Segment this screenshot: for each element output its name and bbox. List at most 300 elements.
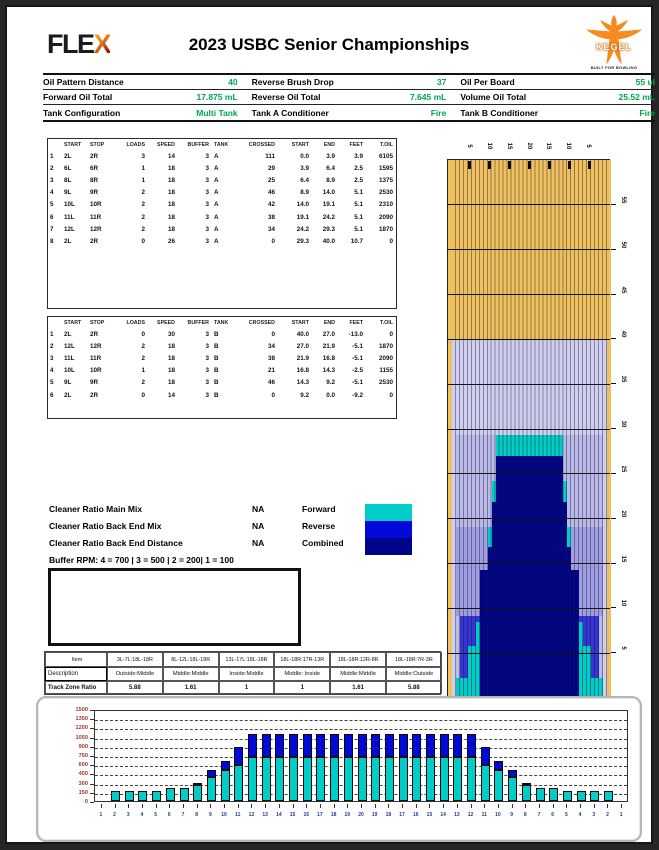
- forward-table-cell: A: [214, 237, 219, 245]
- reverse-table-cell: 3: [205, 367, 209, 375]
- forward-table-header-cell: BUFFER: [187, 141, 209, 148]
- forward-table-cell: 5: [50, 201, 54, 209]
- chart-bar-forward-segment: [125, 791, 134, 801]
- cleaner-ratio-main-mix-label: Cleaner Ratio Main Mix: [49, 504, 143, 514]
- track-header-cell: 18L-18R:7R-3R: [386, 652, 442, 667]
- chart-bar-forward-segment: [440, 757, 449, 801]
- chart-bar-reverse-segment: [275, 734, 284, 758]
- reverse-table-cell: 2L: [64, 330, 72, 338]
- forward-table-cell: 9L: [64, 189, 72, 197]
- reverse-table-cell: 2R: [90, 391, 99, 399]
- lane-distance-label: 10: [620, 599, 626, 607]
- track-ratio-cell: Track Zone Ratio: [45, 681, 107, 694]
- track-description-cell: Middle:Middle: [330, 667, 386, 681]
- chart-y-tick: [90, 728, 94, 729]
- lane-distance-line: [447, 473, 610, 474]
- chart-x-tick-label: 10: [495, 812, 501, 818]
- chart-x-tick-label: 20: [358, 812, 364, 818]
- reverse-table-cell: 0: [141, 391, 145, 399]
- track-header-cell: 3L-7L:18L-18R: [107, 652, 163, 667]
- chart-y-tick: [90, 738, 94, 739]
- chart-x-tick: [539, 804, 540, 808]
- chart-bar: [536, 788, 545, 801]
- chart-x-tick-label: 18: [330, 812, 337, 818]
- forward-table-cell: 3: [205, 213, 209, 221]
- chart-x-tick-label: 10: [221, 812, 227, 818]
- chart-y-tick-label: 450: [78, 771, 88, 778]
- chart-bar-reverse-segment: [262, 734, 271, 758]
- info-value: 37: [436, 77, 447, 87]
- chart-bar-reverse-segment: [248, 734, 257, 758]
- track-header-cell: Item: [45, 652, 107, 667]
- chart-bar: [180, 788, 189, 801]
- reverse-table-cell: 9.2: [326, 379, 335, 387]
- info-value: 17.875 mL: [196, 92, 238, 102]
- forward-table-row: [48, 235, 396, 247]
- chart-y-tick: [90, 793, 94, 794]
- forward-table-cell: 2R: [90, 237, 99, 245]
- forward-table-cell: 2R: [90, 152, 99, 160]
- forward-table-row: [48, 150, 396, 162]
- reverse-table-cell: -9.2: [352, 391, 363, 399]
- lane-board-label: 15: [505, 142, 512, 150]
- reverse-table-cell: 3: [205, 391, 209, 399]
- chart-x-tick-label: 12: [467, 812, 474, 818]
- chart-bar: [289, 734, 298, 801]
- forward-table-cell: 6: [50, 213, 54, 221]
- forward-table-cell: A: [214, 225, 219, 233]
- chart-bar: [371, 734, 380, 801]
- forward-table-cell: 5.1: [354, 189, 363, 197]
- forward-table-cell: 12R: [90, 225, 102, 233]
- chart-x-tick-label: 14: [276, 812, 282, 818]
- info-value: 7.645 mL: [409, 92, 447, 102]
- chart-bar: [549, 788, 558, 801]
- oil-legend-swatches: [365, 504, 412, 555]
- forward-table-cell: 2: [50, 164, 54, 172]
- chart-x-tick-label: 16: [412, 812, 419, 818]
- chart-bar-forward-segment: [577, 791, 586, 801]
- chart-bar-reverse-segment: [358, 734, 367, 758]
- lane-distance-tick: [611, 518, 616, 519]
- forward-table-header-cell: CROSSED: [248, 141, 275, 148]
- track-description-cell: Inside:Middle: [219, 667, 275, 681]
- chart-bar-forward-segment: [371, 757, 380, 801]
- chart-bar-forward-segment: [508, 777, 517, 801]
- reverse-table-cell: 2L: [64, 391, 72, 399]
- chart-bar: [125, 791, 134, 801]
- chart-x-tick: [142, 804, 143, 808]
- track-description-cell: Middle: Inside: [274, 667, 330, 681]
- forward-table-cell: 18: [167, 213, 175, 221]
- lane-board-tick: [588, 161, 591, 169]
- reverse-table-cell: 14.3: [322, 367, 335, 375]
- reverse-table-cell: 9L: [64, 379, 72, 387]
- reverse-table-cell: 0: [271, 391, 275, 399]
- lane-distance-label: 5: [620, 646, 626, 650]
- chart-bar: [385, 734, 394, 801]
- reverse-table-header-cell: TANK: [214, 319, 229, 326]
- chart-bar: [412, 734, 421, 801]
- chart-y-tick: [90, 747, 94, 748]
- reverse-table-cell: 18: [167, 379, 175, 387]
- chart-bar-forward-segment: [358, 757, 367, 801]
- forward-table-cell: 5.1: [354, 225, 363, 233]
- chart-y-tick-label: 150: [78, 789, 88, 796]
- chart-bar-reverse-segment: [344, 734, 353, 758]
- chart-bar-forward-segment: [152, 791, 161, 801]
- forward-table-cell: 18: [167, 189, 175, 197]
- forward-table-cell: A: [214, 201, 219, 209]
- lane-distance-tick: [611, 652, 616, 653]
- chart-y-tick: [90, 784, 94, 785]
- chart-bar: [467, 734, 476, 801]
- chart-bar: [494, 761, 503, 801]
- info-label: Tank Configuration: [43, 107, 121, 118]
- forward-table-cell: 9R: [90, 189, 99, 197]
- notes-box: [48, 568, 301, 646]
- chart-x-tick-label: 1: [619, 812, 623, 818]
- reverse-table-header-cell: BUFFER: [187, 319, 209, 326]
- chart-bar-reverse-segment: [385, 734, 394, 758]
- forward-table-cell: 14.0: [296, 201, 309, 209]
- chart-x-tick: [525, 804, 526, 808]
- legend-swatch-combined: [365, 538, 412, 555]
- chart-bar-reverse-segment: [289, 734, 298, 758]
- cleaner-ratio-main-mix-value: NA: [252, 504, 265, 514]
- forward-table-cell: 34: [267, 225, 275, 233]
- reverse-table-cell: 2: [141, 354, 145, 362]
- forward-table-cell: 3: [141, 152, 145, 160]
- forward-table-cell: 6R: [90, 164, 99, 172]
- forward-table-cell: 46: [267, 189, 275, 197]
- chart-x-tick: [251, 804, 252, 808]
- info-cell: [252, 90, 447, 104]
- chart-x-tick-label: 15: [426, 812, 433, 818]
- legend-reverse-label: Reverse: [302, 521, 336, 531]
- lane-distance-tick: [611, 563, 616, 564]
- reverse-table-cell: -5.1: [352, 342, 363, 350]
- forward-table-header-cell: END: [323, 141, 335, 148]
- reverse-table-cell: 34: [267, 342, 275, 350]
- track-ratio-cell: 1: [274, 681, 330, 694]
- chart-x-tick-label: 5: [564, 812, 568, 818]
- forward-table-cell: 0: [271, 237, 275, 245]
- chart-bar: [577, 791, 586, 801]
- forward-table-cell: 29.3: [296, 237, 309, 245]
- forward-table-cell: 18: [167, 164, 175, 172]
- chart-x-tick-label: 9: [510, 812, 513, 818]
- chart-x-tick: [115, 804, 116, 808]
- forward-table-cell: 42: [267, 201, 275, 209]
- chart-y-tick-label: 600: [78, 762, 88, 769]
- forward-table-cell: 6105: [378, 152, 393, 160]
- reverse-table-row: [48, 328, 396, 340]
- chart-bar-forward-segment: [207, 777, 216, 801]
- forward-table-cell: 5.1: [354, 213, 363, 221]
- chart-bar-reverse-segment: [221, 761, 230, 771]
- chart-x-tick: [306, 804, 307, 808]
- chart-bar-forward-segment: [467, 757, 476, 801]
- forward-table-cell: 7: [50, 225, 54, 233]
- reverse-table-row: [48, 365, 396, 377]
- forward-table-cell: 8: [50, 237, 54, 245]
- reverse-table-cell: 2R: [90, 330, 99, 338]
- chart-x-tick: [334, 804, 335, 808]
- chart-bar-reverse-segment: [207, 770, 216, 777]
- forward-table-cell: 2: [141, 213, 145, 221]
- info-label: Volume Oil Total: [460, 92, 527, 102]
- chart-bar-forward-segment: [590, 791, 599, 801]
- lane-distance-label: 15: [620, 555, 626, 562]
- pattern-sheet-page: [5, 5, 653, 844]
- track-ratio-cell: 1.61: [163, 681, 219, 694]
- chart-bar-forward-segment: [275, 757, 284, 801]
- reverse-table-cell: 6: [50, 391, 54, 399]
- forward-table-row: [48, 223, 396, 235]
- lane-distance-line: [447, 608, 610, 609]
- forward-table-cell: 2L: [64, 237, 72, 245]
- chart-bar-forward-segment: [426, 757, 435, 801]
- chart-x-tick: [443, 804, 444, 808]
- lane-board-tick: [508, 161, 511, 169]
- chart-y-tick: [90, 765, 94, 766]
- lane-distance-label: 30: [620, 420, 626, 428]
- lane-board-label: 20: [525, 142, 532, 150]
- chart-x-tick: [183, 804, 184, 808]
- reverse-table-header-cell: FEET: [349, 319, 363, 326]
- lane-distance-label: 35: [620, 375, 626, 383]
- chart-bar: [316, 734, 325, 801]
- chart-bar-reverse-segment: [399, 734, 408, 758]
- lane-board-label: 10: [565, 142, 572, 150]
- forward-table-header-cell: START: [291, 141, 309, 148]
- forward-table-cell: 1870: [378, 225, 393, 233]
- reverse-table-cell: 10R: [90, 367, 102, 375]
- info-row: [43, 75, 655, 90]
- track-ratio-cell: 5.88: [107, 681, 163, 694]
- info-cell: [43, 105, 238, 120]
- chart-bar-forward-segment: [344, 757, 353, 801]
- reverse-table-cell: -5.1: [352, 379, 363, 387]
- reverse-table-cell: B: [214, 342, 219, 350]
- forward-table-cell: 3: [205, 201, 209, 209]
- info-value: 25.52 mL: [618, 92, 655, 102]
- chart-x-tick-label: 11: [481, 812, 487, 818]
- reverse-table-header-cell: END: [323, 319, 335, 326]
- reverse-table-row: [48, 377, 396, 389]
- chart-x-tick: [169, 804, 170, 808]
- info-value: Fire: [639, 107, 655, 118]
- chart-y-tick: [90, 756, 94, 757]
- forward-table-cell: 3: [205, 237, 209, 245]
- forward-table-cell: A: [214, 164, 219, 172]
- chart-x-tick: [566, 804, 567, 808]
- chart-y-tick: [90, 710, 94, 711]
- forward-table-cell: 3: [205, 164, 209, 172]
- chart-x-tick: [580, 804, 581, 808]
- chart-bar: [481, 747, 490, 801]
- chart-bar: [563, 791, 572, 801]
- info-cell: [460, 75, 655, 89]
- forward-table-cell: 8R: [90, 176, 99, 184]
- forward-table-row: [48, 174, 396, 186]
- chart-bar-forward-segment: [262, 757, 271, 801]
- forward-table-cell: 8.9: [326, 176, 335, 184]
- reverse-table-cell: 0: [389, 330, 393, 338]
- lane-distance-tick: [611, 204, 616, 205]
- lane-distance-line: [447, 518, 610, 519]
- forward-table-cell: 2: [141, 189, 145, 197]
- reverse-table-cell: 2: [141, 342, 145, 350]
- forward-table-header-cell: START: [64, 141, 82, 148]
- buffer-rpm-note: Buffer RPM: 4 = 700 | 3 = 500 | 2 = 200| 1 = 100: [49, 555, 234, 565]
- chart-bar: [344, 734, 353, 801]
- chart-x-tick: [320, 804, 321, 808]
- legend-swatch-reverse: [365, 521, 412, 538]
- chart-bar-forward-segment: [522, 785, 531, 801]
- lane-board-label: 5: [585, 144, 592, 148]
- forward-table-cell: 2530: [378, 189, 393, 197]
- forward-table-cell: A: [214, 189, 219, 197]
- chart-x-tick-label: 16: [303, 812, 309, 818]
- chart-x-tick: [429, 804, 430, 808]
- lane-distance-line: [447, 339, 610, 340]
- forward-table-cell: 1375: [378, 176, 393, 184]
- reverse-table-cell: 11L: [64, 354, 75, 362]
- forward-table-cell: 1: [141, 164, 145, 172]
- chart-bar-reverse-segment: [481, 747, 490, 764]
- chart-bar-forward-segment: [221, 770, 230, 801]
- forward-table-cell: 3: [205, 152, 209, 160]
- reverse-table-cell: 21.9: [296, 354, 309, 362]
- reverse-table-cell: 12R: [90, 342, 102, 350]
- reverse-table-row: [48, 389, 396, 401]
- forward-table-cell: 14.0: [322, 189, 335, 197]
- chart-x-tick-label: 8: [523, 812, 527, 818]
- chart-bar-reverse-segment: [412, 734, 421, 758]
- chart-bar: [262, 734, 271, 801]
- chart-bar: [207, 770, 216, 801]
- oil-distribution-chart-panel: [36, 696, 642, 842]
- reverse-table-cell: 0: [141, 330, 145, 338]
- chart-bar-reverse-segment: [440, 734, 449, 758]
- reverse-table-cell: 40.0: [296, 330, 309, 338]
- chart-bar-reverse-segment: [494, 761, 503, 771]
- reverse-table-cell: -2.5: [352, 367, 363, 375]
- lane-distance-tick: [611, 428, 616, 429]
- reverse-table-cell: 3: [50, 354, 54, 362]
- chart-bar-reverse-segment: [330, 734, 339, 758]
- forward-table-cell: 6.4: [326, 164, 335, 172]
- chart-x-tick: [347, 804, 348, 808]
- chart-bar: [399, 734, 408, 801]
- lane-board-tick: [568, 161, 571, 169]
- reverse-table-cell: 1: [50, 330, 54, 338]
- forward-table-cell: 8L: [64, 176, 72, 184]
- forward-table-cell: 10R: [90, 201, 102, 209]
- reverse-table-cell: 21.9: [322, 342, 335, 350]
- track-ratio-cell: 5.88: [386, 681, 442, 694]
- lane-board-tick: [488, 161, 491, 169]
- reverse-table-cell: B: [214, 379, 219, 387]
- reverse-loads-table: [47, 316, 397, 419]
- info-value: 55 ul: [635, 77, 655, 87]
- flex-logo-black: FLE: [47, 29, 94, 59]
- track-ratio-cell: 1.61: [330, 681, 386, 694]
- chart-bar: [330, 734, 339, 801]
- forward-table-row: [48, 199, 396, 211]
- chart-x-tick: [457, 804, 458, 808]
- flex-logo-x: X: [93, 29, 111, 59]
- lane-surface: [447, 159, 610, 697]
- chart-bar-forward-segment: [536, 788, 545, 801]
- chart-x-tick-label: 14: [440, 812, 446, 818]
- forward-table-header-cell: TANK: [214, 141, 229, 148]
- lane-board-tick: [468, 161, 471, 169]
- chart-bar: [358, 734, 367, 801]
- cleaner-ratio-main-mix-row: [49, 504, 379, 521]
- chart-bar-reverse-segment: [316, 734, 325, 758]
- reverse-table-cell: 38: [267, 354, 275, 362]
- chart-x-tick-label: 3: [126, 812, 130, 818]
- forward-table-cell: 1: [141, 176, 145, 184]
- chart-x-tick: [471, 804, 472, 808]
- forward-table-cell: 6L: [64, 164, 72, 172]
- chart-bar: [234, 747, 243, 801]
- reverse-table-cell: 0.0: [326, 391, 335, 399]
- forward-table-header-cell: FEET: [349, 141, 363, 148]
- reverse-table-cell: 27.0: [296, 342, 309, 350]
- lane-distance-line: [447, 563, 610, 564]
- chart-bar-forward-segment: [399, 757, 408, 801]
- chart-y-tick-label: 300: [78, 780, 88, 787]
- forward-table-cell: 11R: [90, 213, 102, 221]
- chart-x-tick: [512, 804, 513, 808]
- forward-table-cell: A: [214, 176, 219, 184]
- reverse-table-header-cell: START: [291, 319, 309, 326]
- chart-y-tick-label: 1200: [75, 725, 88, 732]
- reverse-table-cell: 3: [205, 379, 209, 387]
- forward-table-cell: 18: [167, 176, 175, 184]
- info-row: [43, 105, 655, 120]
- reverse-table-cell: 1: [141, 367, 145, 375]
- forward-table-cell: 40.0: [322, 237, 335, 245]
- oil-info-table: [43, 73, 655, 122]
- forward-table-cell: 3: [205, 225, 209, 233]
- legend-combined-label: Combined: [302, 538, 344, 548]
- chart-x-tick-label: 1: [99, 812, 103, 818]
- track-header-cell: 13L-17L:18L-18R: [219, 652, 275, 667]
- chart-bar: [193, 783, 202, 801]
- cleaner-ratio-backend-mix-row: [49, 521, 379, 538]
- chart-bar-forward-segment: [166, 788, 175, 801]
- chart-x-tick: [224, 804, 225, 808]
- chart-x-tick: [128, 804, 129, 808]
- forward-table-row: [48, 162, 396, 174]
- chart-bar: [138, 791, 147, 801]
- reverse-table-cell: -13.0: [348, 330, 363, 338]
- chart-x-tick: [416, 804, 417, 808]
- info-cell: [252, 75, 447, 89]
- reverse-table-cell: 46: [267, 379, 275, 387]
- chart-y-tick-label: 1500: [75, 707, 88, 713]
- reverse-table-cell: 9R: [90, 379, 99, 387]
- reverse-table-cell: 3: [205, 330, 209, 338]
- reverse-table-row: [48, 352, 396, 364]
- reverse-table-cell: 2530: [378, 379, 393, 387]
- lane-board-tick: [528, 161, 531, 169]
